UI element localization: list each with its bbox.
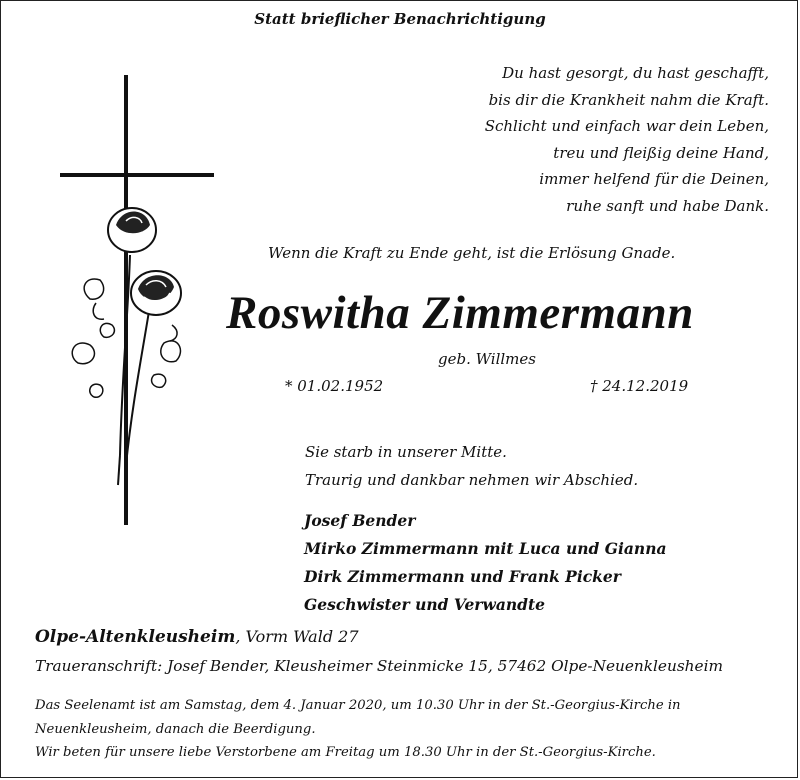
poem-line: ruhe sanft und habe Dank. xyxy=(566,196,769,215)
maiden-name: geb. Willmes xyxy=(438,350,536,368)
location-street: , Vorm Wald 27 xyxy=(235,627,359,646)
death-date: † 24.12.2019 xyxy=(590,377,689,395)
mourners-list xyxy=(304,507,667,619)
poem-line: Du hast gesorgt, du hast geschafft, xyxy=(502,64,769,82)
notice-header: Statt brieflicher Benachrichtigung xyxy=(254,10,546,28)
farewell-text xyxy=(305,438,638,494)
farewell-line: Traurig und dankbar nehmen wir Abschied. xyxy=(305,471,639,489)
location xyxy=(35,627,359,647)
location-town: Olpe-Altenkleusheim xyxy=(35,627,236,647)
birth-date: * 01.02.1952 xyxy=(285,377,384,395)
quote: Wenn die Kraft zu Ende geht, ist die Erlösung Gnade. xyxy=(268,244,676,262)
poem-line: immer helfend für die Deinen, xyxy=(539,170,769,189)
service-line: Das Seelenamt ist am Samstag, dem 4. Januar 2020, um 10.30 Uhr in der St.-Georgius-Kirche in xyxy=(35,698,681,713)
mourner: Dirk Zimmermann und Frank Picker xyxy=(304,567,621,586)
mourning-address: Traueranschrift: Josef Bender, Kleusheimer Steinmicke 15, 57462 Olpe-Neuenkleusheim xyxy=(35,657,723,675)
farewell-line: Sie starb in unserer Mitte. xyxy=(305,443,507,461)
poem-line: bis dir die Krankheit nahm die Kraft. xyxy=(488,90,769,109)
poem-line: treu und fleißig deine Hand, xyxy=(553,143,769,162)
cross-with-roses-icon xyxy=(60,75,230,535)
poem xyxy=(485,60,769,220)
poem-line: Schlicht und einfach war dein Leben, xyxy=(484,117,769,136)
mourner: Mirko Zimmermann mit Luca und Gianna xyxy=(304,539,667,558)
deceased-name: Roswitha Zimmermann xyxy=(226,287,694,339)
service-line: Neuenkleusheim, danach die Beerdigung. xyxy=(35,721,316,737)
service-line: Wir beten für unsere liebe Verstorbene am Freitag um 18.30 Uhr in der St.-Georgius-Kirche. xyxy=(35,745,656,760)
mourner: Josef Bender xyxy=(304,511,416,530)
mourner: Geschwister und Verwandte xyxy=(304,595,545,614)
service-info xyxy=(35,694,775,765)
